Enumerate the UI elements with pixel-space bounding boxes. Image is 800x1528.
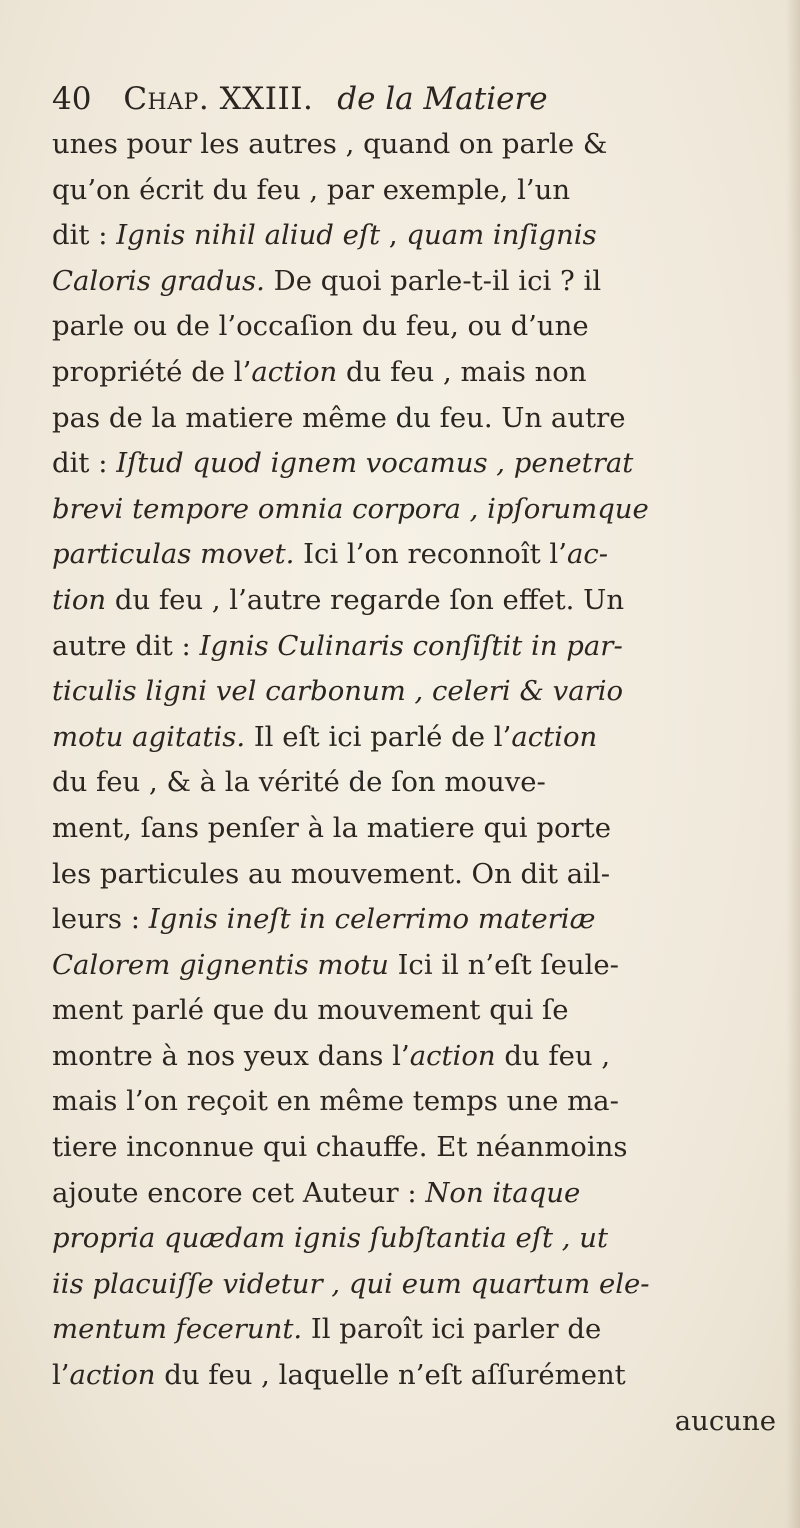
- text-run: du feu , mais non: [337, 355, 587, 388]
- italic-text: quam inſignis: [406, 219, 597, 252]
- text-run: parle ou de l’occaſion du feu, ou d’une: [52, 310, 589, 343]
- text-run: l’: [52, 1359, 70, 1392]
- text-run: ajoute encore cet Auteur :: [52, 1176, 426, 1209]
- text-line: [52, 1216, 788, 1262]
- text-run: Il paroît ici parler de: [302, 1313, 602, 1346]
- page-number: 40: [52, 81, 92, 117]
- text-run: tiere inconnue qui chauffe. Et néanmoins: [52, 1131, 628, 1164]
- text-run: Ici il n’eſt ſeule-: [388, 948, 619, 981]
- text-run: dit :: [52, 447, 117, 480]
- text-run: ment, ſans penſer à la matiere qui porte: [52, 811, 611, 844]
- text-line: [52, 988, 788, 1034]
- text-line: [52, 441, 788, 487]
- page-edge-shadow: [786, 0, 800, 1528]
- text-line: [52, 897, 788, 943]
- italic-text: particulas movet.: [52, 538, 295, 571]
- italic-text: propria quædam ignis ſubſtantia eſt , ut: [52, 1222, 609, 1255]
- chapter-title: Chap. XXIII.: [123, 81, 314, 117]
- text-run: du feu , laquelle n’eſt aſſurément: [155, 1359, 626, 1392]
- text-line: [52, 1307, 788, 1353]
- text-run: unes pour les autres , quand on parle &: [52, 128, 608, 160]
- text-run: qu’on écrit du feu , par exemple, l’un: [52, 173, 571, 206]
- italic-text: Ignis Culinaris conſiſtit in par-: [199, 629, 623, 662]
- text-line: [52, 1171, 788, 1217]
- text-line: [52, 760, 788, 806]
- text-line: [52, 168, 788, 214]
- italic-text: iis placuiſſe videtur , qui eum quartum ele-: [52, 1267, 650, 1300]
- text-line: [52, 1079, 788, 1125]
- italic-text: motu agitatis.: [52, 720, 246, 753]
- text-line: [52, 1125, 788, 1171]
- text-run: pas de la matiere même du feu. Un autre: [52, 401, 626, 434]
- text-run: propriété de l’: [52, 355, 252, 388]
- text-run: aucune: [674, 1404, 776, 1437]
- italic-text: ticulis ligni vel carbonum , celeri & vario: [52, 675, 624, 708]
- italic-text: action: [251, 355, 338, 388]
- text-run: ment parlé que du mouvement qui ſe: [52, 994, 569, 1027]
- text-run: mais l’on reçoit en même temps une ma-: [52, 1085, 619, 1118]
- catchword: [52, 1399, 788, 1445]
- text-line: [52, 304, 788, 350]
- italic-text: Calorem gignentis motu: [52, 948, 389, 981]
- text-line: [52, 715, 788, 761]
- text-run: autre dit :: [52, 629, 200, 662]
- text-line: [52, 669, 788, 715]
- italic-text: Iſtud quod ignem vocamus , penetrat: [116, 447, 634, 480]
- text-line: [52, 1034, 788, 1080]
- text-run: leurs :: [52, 903, 149, 936]
- text-run: Ici l’on reconnoît l’: [294, 538, 567, 571]
- text-line: [52, 852, 788, 898]
- italic-text: mentum fecerunt.: [52, 1313, 303, 1346]
- text-line: [52, 624, 788, 670]
- text-line: [52, 943, 788, 989]
- italic-text: action: [69, 1359, 156, 1392]
- text-line: [52, 1353, 788, 1399]
- text-run: montre à nos yeux dans l’: [52, 1039, 410, 1072]
- running-header: [52, 76, 752, 122]
- italic-text: Ignis ineſt in celerrimo materiæ: [148, 903, 596, 936]
- text-line: [52, 350, 788, 396]
- text-line: [52, 259, 788, 305]
- text-run: Il eſt ici parlé de l’: [245, 720, 512, 753]
- italic-text: Ignis nihil aliud eſt: [116, 219, 381, 252]
- text-run: dit :: [52, 219, 117, 252]
- text-run: les particules au mouvement. On dit ail-: [52, 857, 611, 890]
- italic-text: action: [409, 1039, 496, 1072]
- text-line: [52, 213, 788, 259]
- italic-text: tion: [52, 583, 107, 616]
- text-line: [52, 532, 788, 578]
- text-run: ,: [380, 219, 407, 252]
- italic-text: ac-: [566, 538, 609, 571]
- italic-text: brevi tempore omnia corpora , ipſorumque: [52, 492, 649, 525]
- italic-text: action: [511, 720, 598, 753]
- text-line: [52, 122, 788, 168]
- page-text: [52, 122, 788, 1444]
- italic-text: Caloris gradus.: [52, 264, 265, 297]
- text-line: [52, 578, 788, 624]
- text-line: [52, 396, 788, 442]
- text-line: [52, 1262, 788, 1308]
- text-line: [52, 487, 788, 533]
- text-line: [52, 806, 788, 852]
- italic-text: Non itaque: [425, 1176, 581, 1209]
- text-run: De quoi parle-t-il ici ? il: [264, 264, 602, 297]
- text-run: du feu ,: [495, 1039, 611, 1072]
- text-run: du feu , & à la vérité de ſon mouve-: [52, 766, 546, 799]
- running-title: de la Matiere: [337, 81, 548, 117]
- text-run: du feu , l’autre regarde ſon effet. Un: [106, 583, 625, 616]
